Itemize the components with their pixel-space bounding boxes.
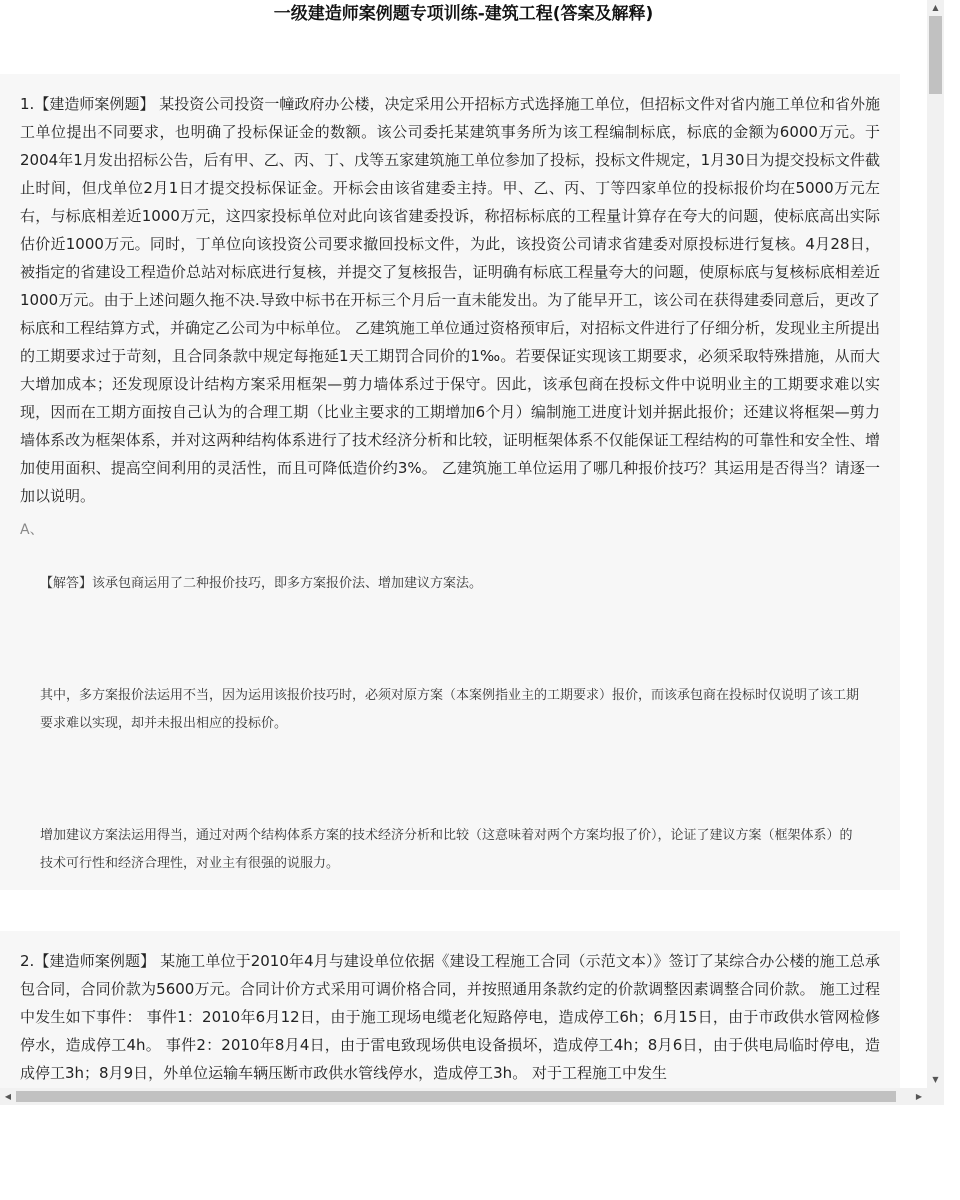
scroll-left-arrow-icon[interactable]: ◀ xyxy=(4,1092,12,1101)
option-label: A、 xyxy=(20,522,44,538)
vertical-scroll-thumb[interactable] xyxy=(929,16,942,94)
scroll-down-arrow-icon[interactable]: ▼ xyxy=(932,1075,939,1084)
vertical-scrollbar[interactable] xyxy=(927,0,944,1088)
scrollbar-corner xyxy=(927,1088,944,1105)
question-text: 1.【建造师案例题】 某投资公司投资一幢政府办公楼，决定采用公开招标方式选择施工单位，但招标文件对省内施工单位和省外施工单位提出不同要求，也明确了投标保证金的数额。该公司委托某建筑事务所为该工程编制标底，标底的金额为6000万元。于2004年1月发出招标公告，后有甲、乙、丙、丁、戊等五家建筑施工单位参加了投标，投标文件规定，1月30日为提交投标文件截止时间，但戊单位2月1日才提交投标保证金。开标会由该省建委主持。甲、乙、丙、丁等四家单位的投标报价均在5000万元左右，与标底相差近1000万元，这四家投标单位对此向该省建委投诉，称招标标底的工程量计算存在夸大的问题，使标底高出实际估价近1000万元。同时，丁单位向该投资公司要求撤回投标文件，为此，该投资公司请求省建委对原投标进行复核。4月28日，被指定的省建设工程造价总站对标底进行复核，并提交了复核报告，证明确有标底工程量夸大的问题，使原标底与复核标底相差近1000万元。由于上述问题久拖不决.导致中标书在开标三个月后一直未能发出。为了能早开工，该公司在获得建委同意后，更改了标底和工程结算方式，并确定乙公司为中标单位。 乙建筑施工单位通过资格预审后，对招标文件进行了仔细分析，发现业主所提出的工期要求过于苛刻，且合同条款中规定每拖延1天工期罚合同价的1‰。若要保证实现该工期要求，必须采取特殊措施，从而大大增加成本；还发现原设计结构方案采用框架—剪力墙体系过于保守。因此，该承包商在投标文件中说明业主的工期要求难以实现，因而在工期方面按自己认为的合理工期（比业主要求的工期增加6个月）编制施工进度计划并据此报价；还建议将框架—剪力墙体系改为框架体系，并对这两种结构体系进行了技术经济分析和比较，证明框架体系不仅能保证工程结构的可靠性和安全性、增加使用面积、提高空间利用的灵活性，而且可降低造价约3%。 乙建筑施工单位运用了哪几种报价技巧？其运用是否得当？请逐一加以说明。 xyxy=(20,95,880,505)
answer-paragraph: 【解答】该承包商运用了二种报价技巧，即多方案报价法、增加建议方案法。 xyxy=(40,576,483,591)
question-card-2 xyxy=(0,931,900,1088)
answer-paragraph: 增加建议方案法运用得当，通过对两个结构体系方案的技术经济分析和比较（这意味着对两个方案均报了价），论证了建议方案（框架体系）的技术可行性和经济合理性，对业主有很强的说服力。 xyxy=(40,828,853,871)
scroll-up-arrow-icon[interactable]: ▲ xyxy=(932,3,939,12)
question-text: 2.【建造师案例题】 某施工单位于2010年4月与建设单位依据《建设工程施工合同（示范文本）》签订了某综合办公楼的施工总承包合同，合同价款为5600万元。合同计价方式采用可调价格合同，并按照通用条款约定的价款调整因素调整合同价款。 施工过程中发生如下事件： 事件1：2010年6月12日，由于施工现场电缆老化短路停电，造成停工6h；6月15日，由于市政供水管网检修停水，造成停工4h。 事件2：2010年8月4日，由于雷电致现场供电设备损坏，造成停工4h；8月6日，由于供电局临时停电，造成停工3h；8月9日，外单位运输车辆压断市政供水管线停水，造成停工3h。 对于工程施工中发生 xyxy=(20,952,880,1082)
horizontal-scroll-thumb[interactable] xyxy=(16,1091,896,1102)
question-card-1 xyxy=(0,74,900,890)
horizontal-scrollbar[interactable] xyxy=(0,1088,927,1105)
scroll-right-arrow-icon[interactable]: ▶ xyxy=(915,1092,923,1101)
answer-paragraph: 其中，多方案报价法运用不当，因为运用该报价技巧时，必须对原方案（本案例指业主的工期要求）报价，而该承包商在投标时仅说明了该工期要求难以实现，却并未报出相应的投标价。 xyxy=(40,688,860,731)
page-title: 一级建造师案例题专项训练-建筑工程(答案及解释) xyxy=(273,4,654,24)
